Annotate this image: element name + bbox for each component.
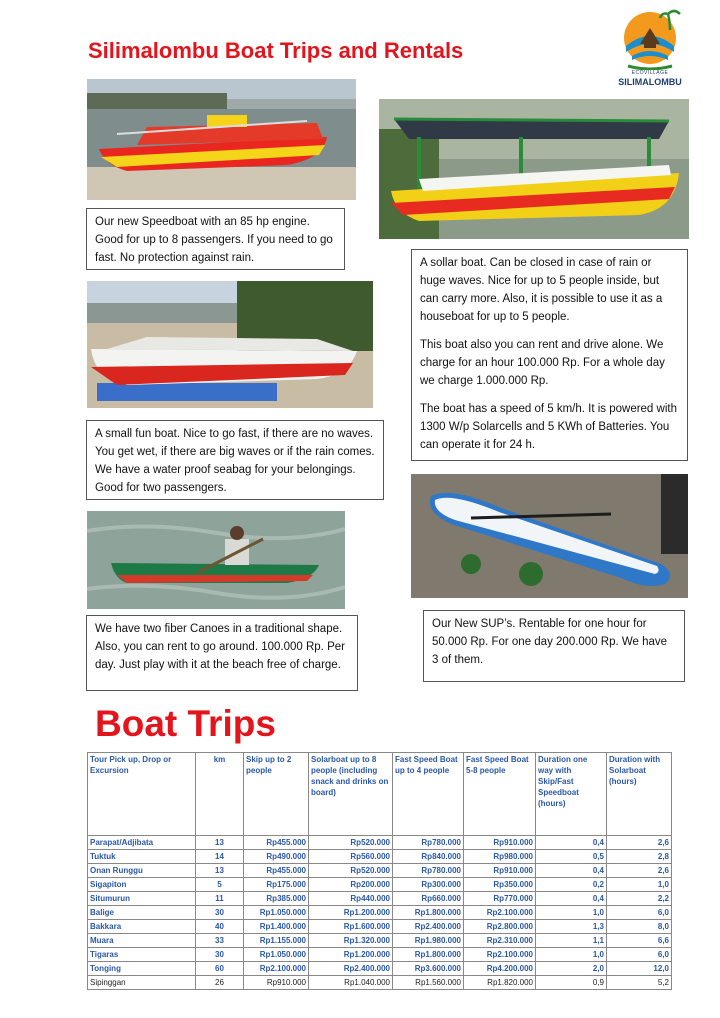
cell-dursolar: 2,6 bbox=[607, 864, 672, 878]
cell-dur: 1,0 bbox=[536, 948, 607, 962]
cell-km: 26 bbox=[196, 976, 244, 990]
cell-solar: Rp1.200.000 bbox=[309, 906, 393, 920]
cell-dursolar: 1,0 bbox=[607, 878, 672, 892]
cell-dur: 0,4 bbox=[536, 892, 607, 906]
table-header-row bbox=[88, 753, 672, 836]
cell-dursolar: 6,0 bbox=[607, 948, 672, 962]
cell-dursolar: 6,0 bbox=[607, 906, 672, 920]
sup-description bbox=[423, 610, 685, 682]
canoe-text: We have two fiber Canoes in a traditional shape. Also, you can rent to go around. 100.000 Rp. Per day. Just play with it at the beach free of charge. bbox=[95, 623, 345, 671]
table-row bbox=[88, 976, 672, 990]
cell-dur: 0,2 bbox=[536, 878, 607, 892]
cell-solar: Rp560.000 bbox=[309, 850, 393, 864]
cell-dur: 1,3 bbox=[536, 920, 607, 934]
cell-km: 40 bbox=[196, 920, 244, 934]
cell-fast4: Rp1.560.000 bbox=[393, 976, 464, 990]
cell-dursolar: 2,6 bbox=[607, 836, 672, 850]
logo-emblem-icon bbox=[610, 6, 690, 70]
cell-solar: Rp1.200.000 bbox=[309, 948, 393, 962]
cell-place: Balige bbox=[88, 906, 196, 920]
cell-dursolar: 5,2 bbox=[607, 976, 672, 990]
cell-km: 13 bbox=[196, 836, 244, 850]
cell-dur: 0,4 bbox=[536, 836, 607, 850]
header-fast-8: Fast Speed Boat 5-8 people bbox=[464, 753, 536, 836]
solar-boat-photo bbox=[379, 99, 689, 239]
cell-place: Tonging bbox=[88, 962, 196, 976]
speedboat-description bbox=[86, 208, 345, 270]
cell-km: 13 bbox=[196, 864, 244, 878]
cell-skip: Rp455.000 bbox=[244, 836, 309, 850]
cell-fast8: Rp770.000 bbox=[464, 892, 536, 906]
cell-fast4: Rp780.000 bbox=[393, 836, 464, 850]
cell-solar: Rp520.000 bbox=[309, 836, 393, 850]
cell-skip: Rp455.000 bbox=[244, 864, 309, 878]
logo-subtitle: ECOVILLAGE bbox=[631, 70, 669, 76]
cell-place: Parapat/Adjibata bbox=[88, 836, 196, 850]
sup-text: Our New SUP’s. Rentable for one hour for 50.000 Rp. For one day 200.000 Rp. We have 3 of them. bbox=[432, 618, 668, 666]
cell-km: 30 bbox=[196, 948, 244, 962]
cell-fast4: Rp300.000 bbox=[393, 878, 464, 892]
solar-text-2: This boat also you can rent and drive alone. We charge for an hour 100.000 Rp. For a whole day we charge 1.000.000 Rp. bbox=[420, 339, 665, 387]
canoe-description bbox=[86, 615, 358, 691]
header-fast-4: Fast Speed Boat up to 4 people bbox=[393, 753, 464, 836]
cell-place: Sigapiton bbox=[88, 878, 196, 892]
boat-trips-table bbox=[87, 752, 672, 990]
cell-solar: Rp1.320.000 bbox=[309, 934, 393, 948]
solar-text-1: A sollar boat. Can be closed in case of rain or huge waves. Nice for up to 5 people inside, but can carry more. Also, it is possible to use it as a houseboat for up to 5 people. bbox=[420, 257, 663, 323]
cell-fast4: Rp3.600.000 bbox=[393, 962, 464, 976]
table-row bbox=[88, 934, 672, 948]
cell-fast8: Rp980.000 bbox=[464, 850, 536, 864]
cell-place: Sipinggan bbox=[88, 976, 196, 990]
cell-place: Bakkara bbox=[88, 920, 196, 934]
cell-dur: 2,0 bbox=[536, 962, 607, 976]
header-tour: Tour Pick up, Drop or Excursion bbox=[88, 753, 196, 836]
page-title: Silimalombu Boat Trips and Rentals bbox=[88, 38, 464, 63]
cell-km: 60 bbox=[196, 962, 244, 976]
table-row bbox=[88, 892, 672, 906]
cell-dur: 0,5 bbox=[536, 850, 607, 864]
table-row bbox=[88, 864, 672, 878]
cell-fast4: Rp2.400.000 bbox=[393, 920, 464, 934]
header-duration-solar: Duration with Solarboat (hours) bbox=[607, 753, 672, 836]
cell-fast8: Rp2.100.000 bbox=[464, 948, 536, 962]
cell-fast4: Rp660.000 bbox=[393, 892, 464, 906]
speedboat-text: Our new Speedboat with an 85 hp engine. Good for up to 8 passengers. If you need to go fast. No protection against rain. bbox=[95, 216, 333, 264]
speedboat-photo bbox=[87, 79, 356, 200]
cell-skip: Rp1.400.000 bbox=[244, 920, 309, 934]
cell-fast8: Rp2.100.000 bbox=[464, 906, 536, 920]
cell-place: Tuktuk bbox=[88, 850, 196, 864]
cell-fast4: Rp780.000 bbox=[393, 864, 464, 878]
cell-skip: Rp1.050.000 bbox=[244, 948, 309, 962]
cell-fast8: Rp350.000 bbox=[464, 878, 536, 892]
cell-km: 11 bbox=[196, 892, 244, 906]
cell-place: Situmurun bbox=[88, 892, 196, 906]
table-row bbox=[88, 878, 672, 892]
table-row bbox=[88, 962, 672, 976]
header-skip: Skip up to 2 people bbox=[244, 753, 309, 836]
cell-dursolar: 8,0 bbox=[607, 920, 672, 934]
cell-km: 5 bbox=[196, 878, 244, 892]
table-row bbox=[88, 850, 672, 864]
cell-km: 14 bbox=[196, 850, 244, 864]
canoe-photo bbox=[87, 511, 345, 609]
cell-dur: 0,9 bbox=[536, 976, 607, 990]
cell-solar: Rp520.000 bbox=[309, 864, 393, 878]
cell-solar: Rp1.600.000 bbox=[309, 920, 393, 934]
funboat-text: A small fun boat. Nice to go fast, if there are no waves. You get wet, if there are big waves or if the rain comes. We have a water proof seabag for your belongings. Good for two passengers. bbox=[95, 428, 375, 494]
boat-trips-heading: Boat Trips bbox=[95, 703, 276, 744]
cell-fast8: Rp910.000 bbox=[464, 836, 536, 850]
cell-solar: Rp200.000 bbox=[309, 878, 393, 892]
cell-dur: 1,1 bbox=[536, 934, 607, 948]
fun-boat-description bbox=[86, 420, 384, 500]
cell-fast4: Rp840.000 bbox=[393, 850, 464, 864]
cell-dursolar: 6,6 bbox=[607, 934, 672, 948]
solar-boat-description bbox=[411, 249, 688, 461]
cell-skip: Rp1.155.000 bbox=[244, 934, 309, 948]
cell-km: 30 bbox=[196, 906, 244, 920]
header-km: km bbox=[196, 753, 244, 836]
cell-fast4: Rp1.800.000 bbox=[393, 948, 464, 962]
cell-skip: Rp175.000 bbox=[244, 878, 309, 892]
table-row bbox=[88, 920, 672, 934]
cell-dursolar: 2,2 bbox=[607, 892, 672, 906]
cell-dursolar: 2,8 bbox=[607, 850, 672, 864]
cell-place: Tigaras bbox=[88, 948, 196, 962]
silimalombu-logo bbox=[610, 6, 690, 90]
cell-solar: Rp1.040.000 bbox=[309, 976, 393, 990]
cell-km: 33 bbox=[196, 934, 244, 948]
cell-fast8: Rp1.820.000 bbox=[464, 976, 536, 990]
cell-skip: Rp1.050.000 bbox=[244, 906, 309, 920]
fun-boat-photo bbox=[87, 281, 373, 408]
solar-text-3: The boat has a speed of 5 km/h. It is powered with 1300 W/p Solarcells and 5 KWh of Batteries. You can operate it for 24 h. bbox=[420, 403, 677, 451]
header-solarboat: Solarboat up to 8 people (including snack and drinks on board) bbox=[309, 753, 393, 836]
sup-photo bbox=[411, 474, 688, 598]
cell-place: Onan Runggu bbox=[88, 864, 196, 878]
cell-fast8: Rp2.310.000 bbox=[464, 934, 536, 948]
cell-fast8: Rp4.200.000 bbox=[464, 962, 536, 976]
cell-skip: Rp2.100.000 bbox=[244, 962, 309, 976]
header-duration: Duration one way with Skip/Fast Speedboat (hours) bbox=[536, 753, 607, 836]
cell-dursolar: 12,0 bbox=[607, 962, 672, 976]
cell-skip: Rp490.000 bbox=[244, 850, 309, 864]
cell-skip: Rp910.000 bbox=[244, 976, 309, 990]
table-row bbox=[88, 906, 672, 920]
cell-fast8: Rp910.000 bbox=[464, 864, 536, 878]
cell-fast4: Rp1.800.000 bbox=[393, 906, 464, 920]
cell-place: Muara bbox=[88, 934, 196, 948]
cell-dur: 0,4 bbox=[536, 864, 607, 878]
cell-solar: Rp440.000 bbox=[309, 892, 393, 906]
table-row bbox=[88, 948, 672, 962]
cell-dur: 1,0 bbox=[536, 906, 607, 920]
cell-fast8: Rp2.800.000 bbox=[464, 920, 536, 934]
table-row bbox=[88, 836, 672, 850]
cell-solar: Rp2.400.000 bbox=[309, 962, 393, 976]
cell-fast4: Rp1.980.000 bbox=[393, 934, 464, 948]
logo-name: SILIMALOMBU bbox=[618, 77, 682, 87]
cell-skip: Rp385.000 bbox=[244, 892, 309, 906]
